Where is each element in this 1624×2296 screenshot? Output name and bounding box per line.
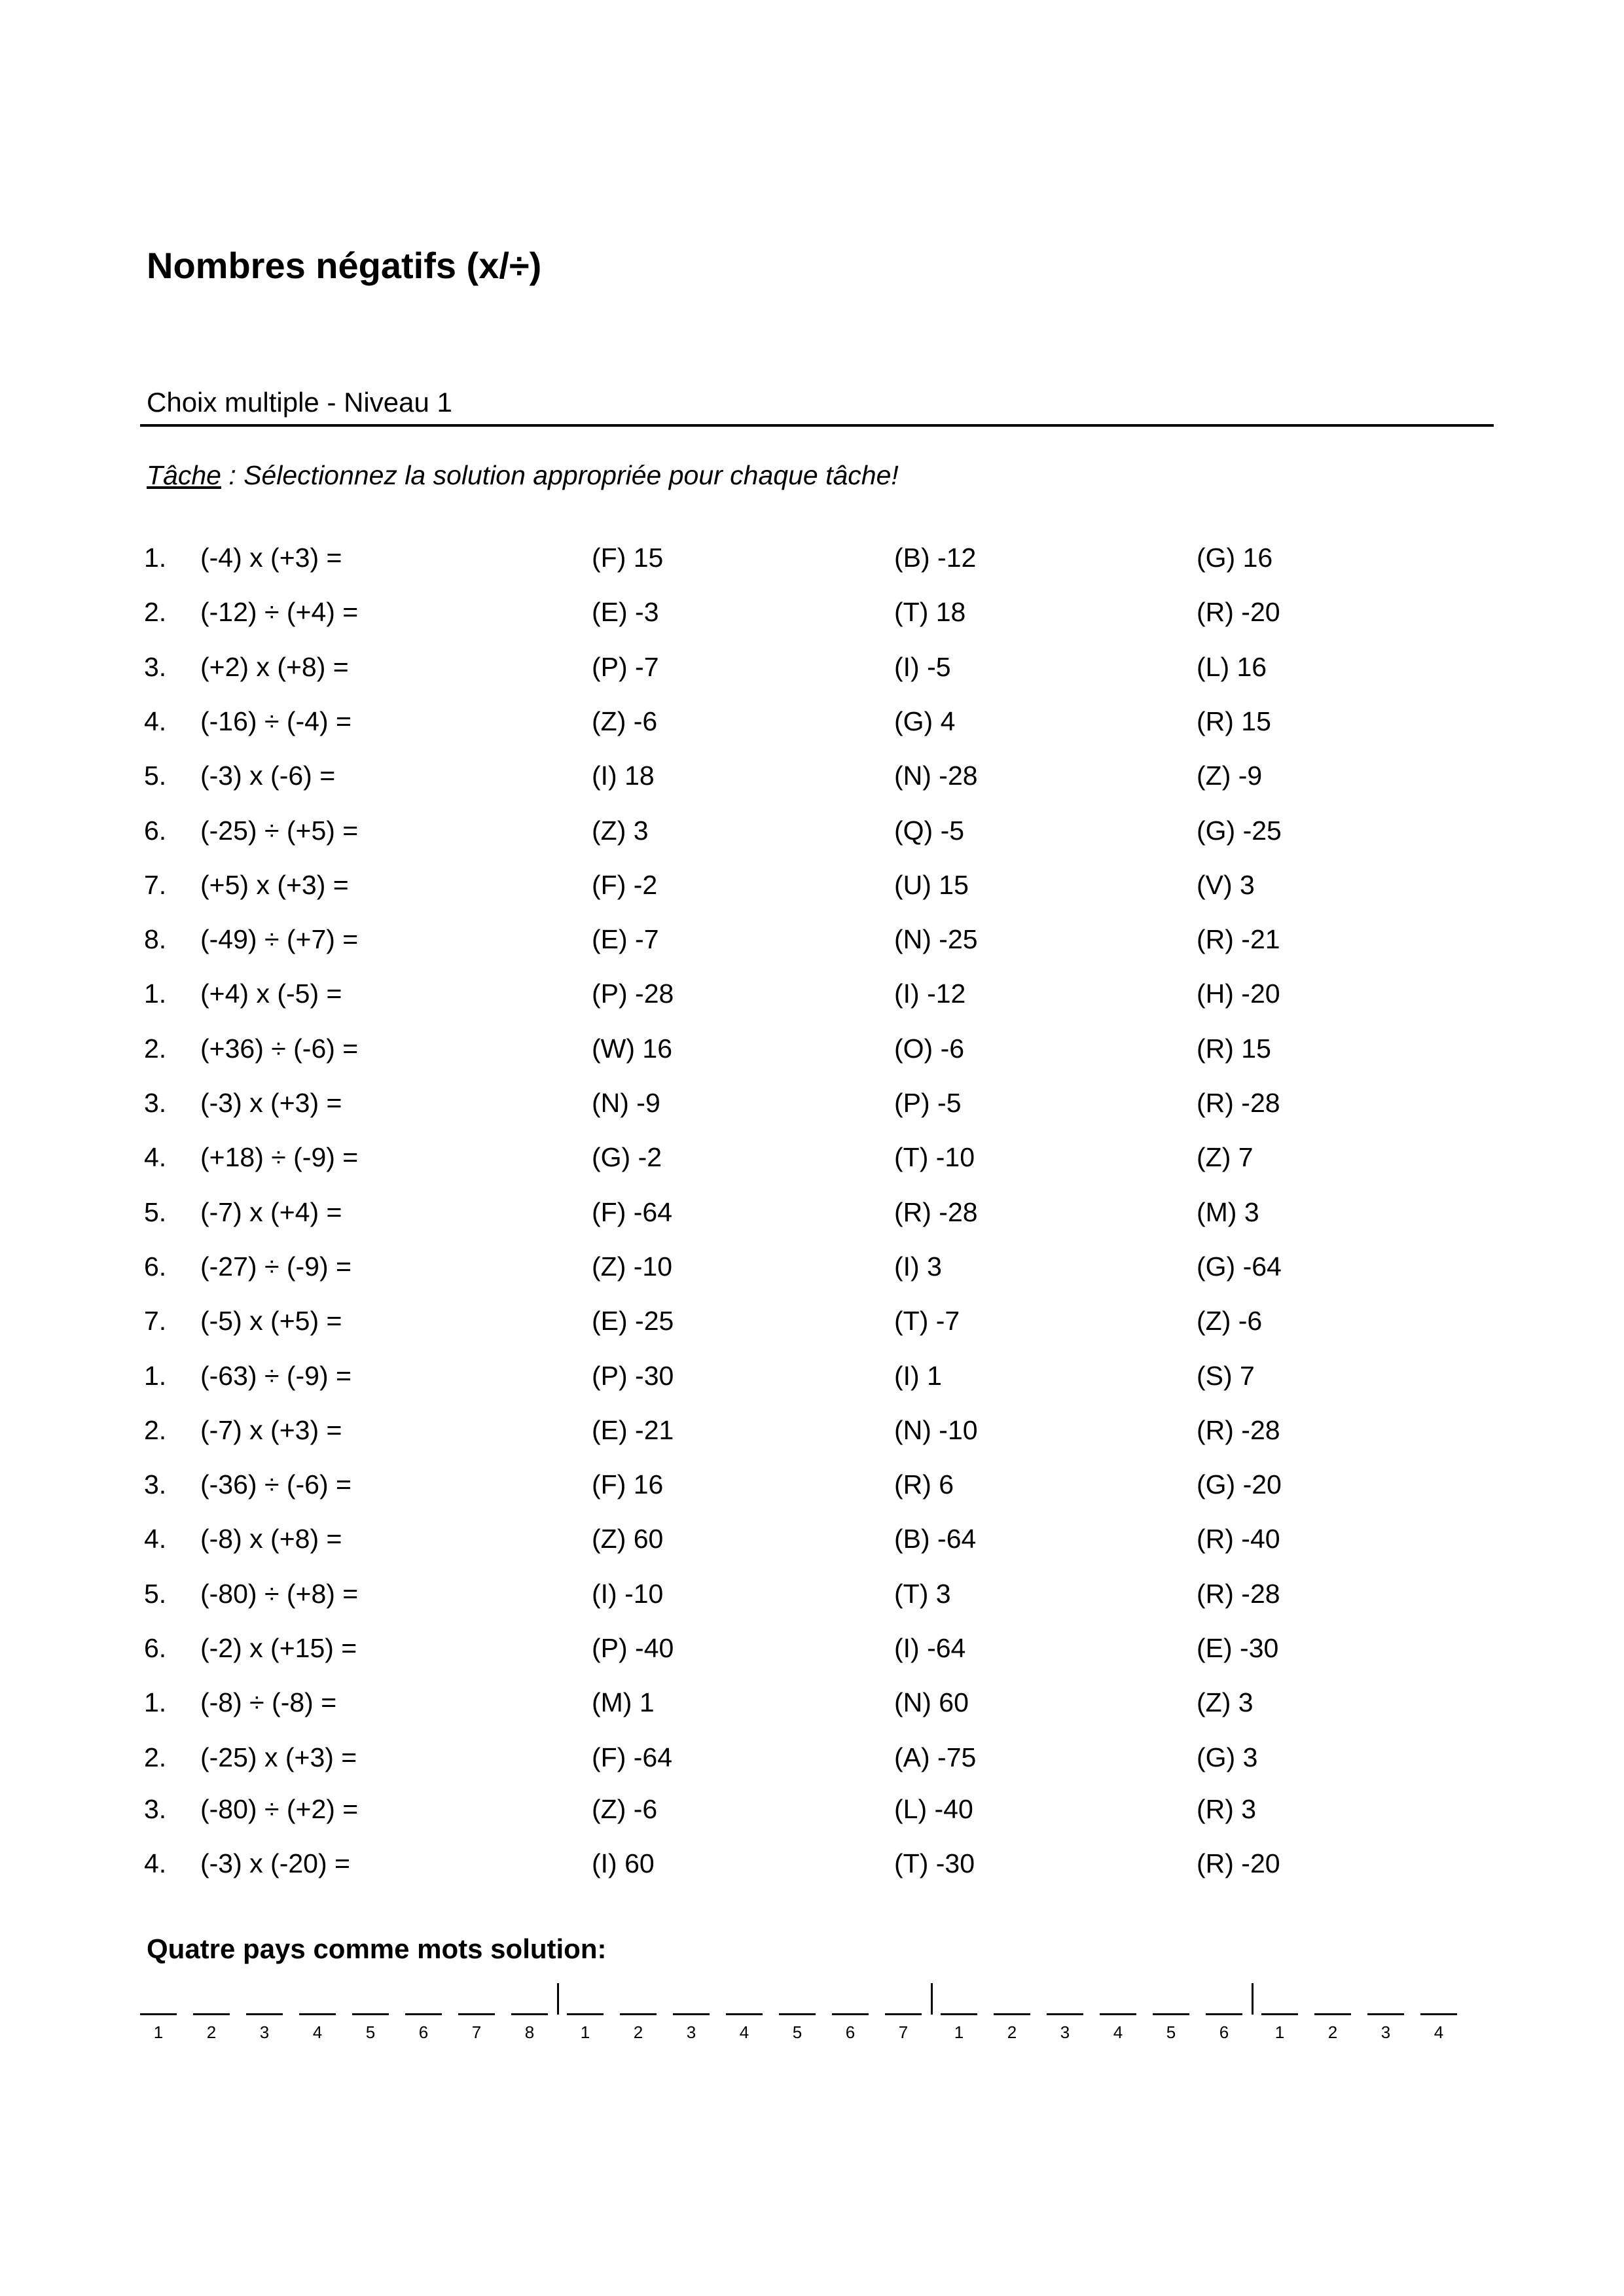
choice-a[interactable]: (W) 16 bbox=[592, 1033, 672, 1064]
choice-b[interactable]: (T) -30 bbox=[894, 1848, 975, 1878]
question-row bbox=[0, 654, 1624, 693]
question-expression: (-3) x (-20) = bbox=[200, 1848, 350, 1878]
choice-a[interactable]: (E) -21 bbox=[592, 1415, 674, 1445]
choice-a[interactable]: (P) -30 bbox=[592, 1361, 674, 1391]
answer-blank-number: 2 bbox=[1327, 2022, 1338, 2042]
choice-a[interactable]: (P) -28 bbox=[592, 978, 674, 1009]
question-row bbox=[0, 762, 1624, 802]
answer-blank-number: 7 bbox=[898, 2022, 909, 2042]
choice-a[interactable]: (Z) -10 bbox=[592, 1251, 672, 1282]
question-row bbox=[0, 1417, 1624, 1456]
choice-b[interactable]: (R) -28 bbox=[894, 1197, 978, 1227]
answer-blank[interactable] bbox=[726, 2013, 763, 2015]
question-expression: (-3) x (+3) = bbox=[200, 1088, 342, 1118]
choice-b[interactable]: (B) -64 bbox=[894, 1524, 977, 1554]
choice-b[interactable]: (N) -10 bbox=[894, 1415, 978, 1445]
question-number: 2. bbox=[144, 1742, 167, 1772]
question-expression: (-49) ÷ (+7) = bbox=[200, 924, 359, 954]
word-separator bbox=[557, 1983, 559, 2015]
choice-c[interactable]: (G) 3 bbox=[1197, 1742, 1258, 1772]
word-separator bbox=[931, 1983, 933, 2015]
answer-blank-number: 2 bbox=[206, 2022, 217, 2042]
choice-c[interactable]: (L) 16 bbox=[1197, 652, 1267, 682]
choice-a[interactable]: (G) -2 bbox=[592, 1142, 662, 1172]
choice-c[interactable]: (R) 15 bbox=[1197, 706, 1271, 736]
answer-blank[interactable] bbox=[1420, 2013, 1457, 2015]
page-title: Nombres négatifs (x/÷) bbox=[147, 245, 542, 286]
question-row bbox=[0, 1253, 1624, 1293]
choice-a[interactable]: (F) -2 bbox=[592, 870, 658, 900]
question-row bbox=[0, 872, 1624, 911]
answer-blank-number: 3 bbox=[259, 2022, 270, 2042]
choice-b[interactable]: (Q) -5 bbox=[894, 816, 965, 846]
question-number: 3. bbox=[144, 1469, 167, 1499]
choice-a[interactable]: (F) -64 bbox=[592, 1742, 672, 1772]
choice-a[interactable]: (F) -64 bbox=[592, 1197, 672, 1227]
answer-blank[interactable] bbox=[511, 2013, 548, 2015]
choice-a[interactable]: (I) 18 bbox=[592, 761, 655, 791]
question-number: 4. bbox=[144, 1142, 167, 1172]
choice-b[interactable]: (I) 1 bbox=[894, 1361, 942, 1391]
choice-a[interactable]: (E) -25 bbox=[592, 1306, 674, 1336]
choice-b[interactable]: (O) -6 bbox=[894, 1033, 965, 1064]
choice-b[interactable]: (A) -75 bbox=[894, 1742, 977, 1772]
question-row bbox=[0, 926, 1624, 965]
choice-c[interactable]: (Z) -9 bbox=[1197, 761, 1263, 791]
choice-c[interactable]: (R) 15 bbox=[1197, 1033, 1271, 1064]
choice-a[interactable]: (I) 60 bbox=[592, 1848, 655, 1878]
answer-blank-number: 4 bbox=[1113, 2022, 1123, 2042]
question-number: 6. bbox=[144, 816, 167, 846]
choice-b[interactable]: (N) -28 bbox=[894, 761, 978, 791]
choice-a[interactable]: (Z) 60 bbox=[592, 1524, 664, 1554]
answer-blank[interactable] bbox=[193, 2013, 230, 2015]
question-number: 6. bbox=[144, 1251, 167, 1282]
question-expression: (-27) ÷ (-9) = bbox=[200, 1251, 352, 1282]
answer-blank[interactable] bbox=[567, 2013, 604, 2015]
question-row bbox=[0, 708, 1624, 747]
answer-blanks bbox=[0, 1983, 1624, 2062]
question-expression: (-80) ÷ (+8) = bbox=[200, 1579, 359, 1609]
choice-c[interactable]: (G) -64 bbox=[1197, 1251, 1282, 1282]
answer-blank-number: 2 bbox=[1007, 2022, 1017, 2042]
answer-blank-number: 2 bbox=[633, 2022, 643, 2042]
choice-a[interactable]: (F) 16 bbox=[592, 1469, 664, 1499]
question-number: 3. bbox=[144, 1794, 167, 1824]
question-expression: (-25) x (+3) = bbox=[200, 1742, 357, 1772]
answer-blank-number: 3 bbox=[686, 2022, 696, 2042]
answer-blank-number: 1 bbox=[580, 2022, 590, 2042]
word-separator bbox=[1252, 1983, 1254, 2015]
answer-blank[interactable] bbox=[994, 2013, 1030, 2015]
question-row bbox=[0, 980, 1624, 1020]
question-expression: (-8) ÷ (-8) = bbox=[200, 1687, 337, 1717]
answer-blank[interactable] bbox=[1100, 2013, 1136, 2015]
answer-blank-number: 5 bbox=[365, 2022, 376, 2042]
question-number: 4. bbox=[144, 1848, 167, 1878]
question-row bbox=[0, 1471, 1624, 1511]
question-number: 6. bbox=[144, 1633, 167, 1663]
question-row bbox=[0, 1363, 1624, 1402]
choice-b[interactable]: (B) -12 bbox=[894, 543, 977, 573]
choice-c[interactable]: (M) 3 bbox=[1197, 1197, 1259, 1227]
question-number: 4. bbox=[144, 1524, 167, 1554]
question-expression: (-2) x (+15) = bbox=[200, 1633, 357, 1663]
choice-a[interactable]: (N) -9 bbox=[592, 1088, 660, 1118]
header-divider bbox=[140, 424, 1494, 427]
choice-c[interactable]: (Z) 3 bbox=[1197, 1687, 1254, 1717]
choice-b[interactable]: (I) -12 bbox=[894, 978, 966, 1009]
choice-c[interactable]: (R) 3 bbox=[1197, 1794, 1257, 1824]
choice-a[interactable]: (F) 15 bbox=[592, 543, 664, 573]
question-row bbox=[0, 1090, 1624, 1129]
question-expression: (-4) x (+3) = bbox=[200, 543, 342, 573]
choice-c[interactable]: (G) -20 bbox=[1197, 1469, 1282, 1499]
question-expression: (-3) x (-6) = bbox=[200, 761, 336, 791]
answer-blank-number: 5 bbox=[1166, 2022, 1176, 2042]
question-row bbox=[0, 1144, 1624, 1183]
answer-blank[interactable] bbox=[1367, 2013, 1404, 2015]
answer-blank[interactable] bbox=[1206, 2013, 1242, 2015]
question-row bbox=[0, 1635, 1624, 1674]
answer-blank[interactable] bbox=[458, 2013, 495, 2015]
choice-b[interactable]: (T) -7 bbox=[894, 1306, 960, 1336]
question-row bbox=[0, 599, 1624, 638]
answer-blank[interactable] bbox=[1047, 2013, 1083, 2015]
answer-blank[interactable] bbox=[246, 2013, 283, 2015]
choice-a[interactable]: (E) -7 bbox=[592, 924, 659, 954]
choice-c[interactable]: (R) -28 bbox=[1197, 1579, 1280, 1609]
question-expression: (+5) x (+3) = bbox=[200, 870, 349, 900]
choice-c[interactable]: (R) -28 bbox=[1197, 1415, 1280, 1445]
answer-blank-number: 1 bbox=[153, 2022, 164, 2042]
answer-blank-number: 6 bbox=[1219, 2022, 1229, 2042]
task-text: : Sélectionnez la solution appropriée pour chaque tâche! bbox=[221, 460, 899, 490]
choice-c[interactable]: (V) 3 bbox=[1197, 870, 1255, 900]
question-row bbox=[0, 1689, 1624, 1729]
choice-c[interactable]: (H) -20 bbox=[1197, 978, 1280, 1009]
answer-blank[interactable] bbox=[620, 2013, 657, 2015]
answer-blank[interactable] bbox=[832, 2013, 869, 2015]
question-number: 2. bbox=[144, 1033, 167, 1064]
question-expression: (+18) ÷ (-9) = bbox=[200, 1142, 359, 1172]
choice-b[interactable]: (I) 3 bbox=[894, 1251, 942, 1282]
choice-b[interactable]: (L) -40 bbox=[894, 1794, 973, 1824]
choice-b[interactable]: (I) -5 bbox=[894, 652, 951, 682]
question-row bbox=[0, 1035, 1624, 1075]
question-number: 5. bbox=[144, 1579, 167, 1609]
question-number: 5. bbox=[144, 1197, 167, 1227]
question-number: 3. bbox=[144, 652, 167, 682]
answer-blank[interactable] bbox=[299, 2013, 336, 2015]
question-row bbox=[0, 1744, 1624, 1784]
question-expression: (-16) ÷ (-4) = bbox=[200, 706, 352, 736]
answer-blank[interactable] bbox=[405, 2013, 442, 2015]
answer-blank-number: 7 bbox=[471, 2022, 482, 2042]
question-expression: (+2) x (+8) = bbox=[200, 652, 349, 682]
choice-c[interactable]: (R) -21 bbox=[1197, 924, 1280, 954]
answer-blank[interactable] bbox=[1314, 2013, 1351, 2015]
question-number: 3. bbox=[144, 1088, 167, 1118]
question-expression: (-25) ÷ (+5) = bbox=[200, 816, 359, 846]
answer-blank-number: 4 bbox=[739, 2022, 749, 2042]
question-number: 2. bbox=[144, 1415, 167, 1445]
answer-blank[interactable] bbox=[885, 2013, 922, 2015]
choice-c[interactable]: (R) -20 bbox=[1197, 1848, 1280, 1878]
answer-blank[interactable] bbox=[941, 2013, 977, 2015]
question-expression: (-8) x (+8) = bbox=[200, 1524, 342, 1554]
choice-a[interactable]: (Z) -6 bbox=[592, 1794, 658, 1824]
choice-c[interactable]: (G) -25 bbox=[1197, 816, 1282, 846]
answer-blank-number: 6 bbox=[418, 2022, 429, 2042]
choice-b[interactable]: (G) 4 bbox=[894, 706, 956, 736]
choice-a[interactable]: (M) 1 bbox=[592, 1687, 655, 1717]
answer-blank[interactable] bbox=[779, 2013, 816, 2015]
question-expression: (-5) x (+5) = bbox=[200, 1306, 342, 1336]
question-row bbox=[0, 817, 1624, 857]
question-expression: (-80) ÷ (+2) = bbox=[200, 1794, 359, 1824]
answer-blank[interactable] bbox=[1261, 2013, 1298, 2015]
choice-b[interactable]: (T) 18 bbox=[894, 597, 966, 627]
choice-b[interactable]: (N) 60 bbox=[894, 1687, 969, 1717]
choice-c[interactable]: (R) -20 bbox=[1197, 597, 1280, 627]
answer-blank-number: 8 bbox=[524, 2022, 535, 2042]
question-expression: (-7) x (+3) = bbox=[200, 1415, 342, 1445]
choice-b[interactable]: (P) -5 bbox=[894, 1088, 962, 1118]
question-expression: (-7) x (+4) = bbox=[200, 1197, 342, 1227]
answer-section-title: Quatre pays comme mots solution: bbox=[147, 1933, 607, 1964]
answer-blank-number: 4 bbox=[312, 2022, 323, 2042]
question-row bbox=[0, 1199, 1624, 1238]
question-expression: (-63) ÷ (-9) = bbox=[200, 1361, 352, 1391]
question-row bbox=[0, 1581, 1624, 1620]
choice-a[interactable]: (E) -3 bbox=[592, 597, 659, 627]
choice-c[interactable]: (Z) -6 bbox=[1197, 1306, 1263, 1336]
choice-c[interactable]: (R) -40 bbox=[1197, 1524, 1280, 1554]
task-label: Tâche bbox=[147, 460, 221, 490]
question-expression: (-12) ÷ (+4) = bbox=[200, 597, 359, 627]
answer-blank[interactable] bbox=[140, 2013, 177, 2015]
question-row bbox=[0, 1796, 1624, 1835]
choice-c[interactable]: (Z) 7 bbox=[1197, 1142, 1254, 1172]
question-number: 1. bbox=[144, 1687, 167, 1717]
choice-a[interactable]: (Z) 3 bbox=[592, 816, 649, 846]
choice-c[interactable]: (S) 7 bbox=[1197, 1361, 1255, 1391]
question-number: 8. bbox=[144, 924, 167, 954]
question-number: 5. bbox=[144, 761, 167, 791]
worksheet-subtitle: Choix multiple - Niveau 1 bbox=[147, 387, 452, 418]
answer-blank[interactable] bbox=[673, 2013, 710, 2015]
question-number: 1. bbox=[144, 978, 167, 1009]
answer-blank-number: 5 bbox=[792, 2022, 803, 2042]
answer-blank[interactable] bbox=[352, 2013, 389, 2015]
choice-a[interactable]: (P) -40 bbox=[592, 1633, 674, 1663]
choice-c[interactable]: (E) -30 bbox=[1197, 1633, 1279, 1663]
choice-b[interactable]: (T) 3 bbox=[894, 1579, 951, 1609]
choice-c[interactable]: (R) -28 bbox=[1197, 1088, 1280, 1118]
answer-blank-number: 4 bbox=[1434, 2022, 1444, 2042]
question-number: 1. bbox=[144, 543, 167, 573]
answer-blank-number: 3 bbox=[1060, 2022, 1070, 2042]
answer-blank[interactable] bbox=[1153, 2013, 1189, 2015]
question-number: 7. bbox=[144, 870, 167, 900]
choice-b[interactable]: (R) 6 bbox=[894, 1469, 954, 1499]
question-expression: (-36) ÷ (-6) = bbox=[200, 1469, 352, 1499]
question-expression: (+36) ÷ (-6) = bbox=[200, 1033, 359, 1064]
question-expression: (+4) x (-5) = bbox=[200, 978, 342, 1009]
question-number: 7. bbox=[144, 1306, 167, 1336]
choice-c[interactable]: (G) 16 bbox=[1197, 543, 1273, 573]
choice-a[interactable]: (Z) -6 bbox=[592, 706, 658, 736]
answer-blank-number: 1 bbox=[1274, 2022, 1285, 2042]
choice-b[interactable]: (I) -64 bbox=[894, 1633, 966, 1663]
choice-a[interactable]: (I) -10 bbox=[592, 1579, 664, 1609]
choice-b[interactable]: (N) -25 bbox=[894, 924, 978, 954]
choice-b[interactable]: (T) -10 bbox=[894, 1142, 975, 1172]
choice-a[interactable]: (P) -7 bbox=[592, 652, 659, 682]
question-row bbox=[0, 1850, 1624, 1890]
question-number: 4. bbox=[144, 706, 167, 736]
answer-blank-number: 1 bbox=[954, 2022, 964, 2042]
choice-b[interactable]: (U) 15 bbox=[894, 870, 969, 900]
question-number: 1. bbox=[144, 1361, 167, 1391]
task-instruction bbox=[147, 462, 899, 489]
answer-blank-number: 3 bbox=[1380, 2022, 1391, 2042]
question-row bbox=[0, 1308, 1624, 1347]
question-row bbox=[0, 545, 1624, 584]
question-row bbox=[0, 1526, 1624, 1565]
answer-blank-number: 6 bbox=[845, 2022, 856, 2042]
question-number: 2. bbox=[144, 597, 167, 627]
